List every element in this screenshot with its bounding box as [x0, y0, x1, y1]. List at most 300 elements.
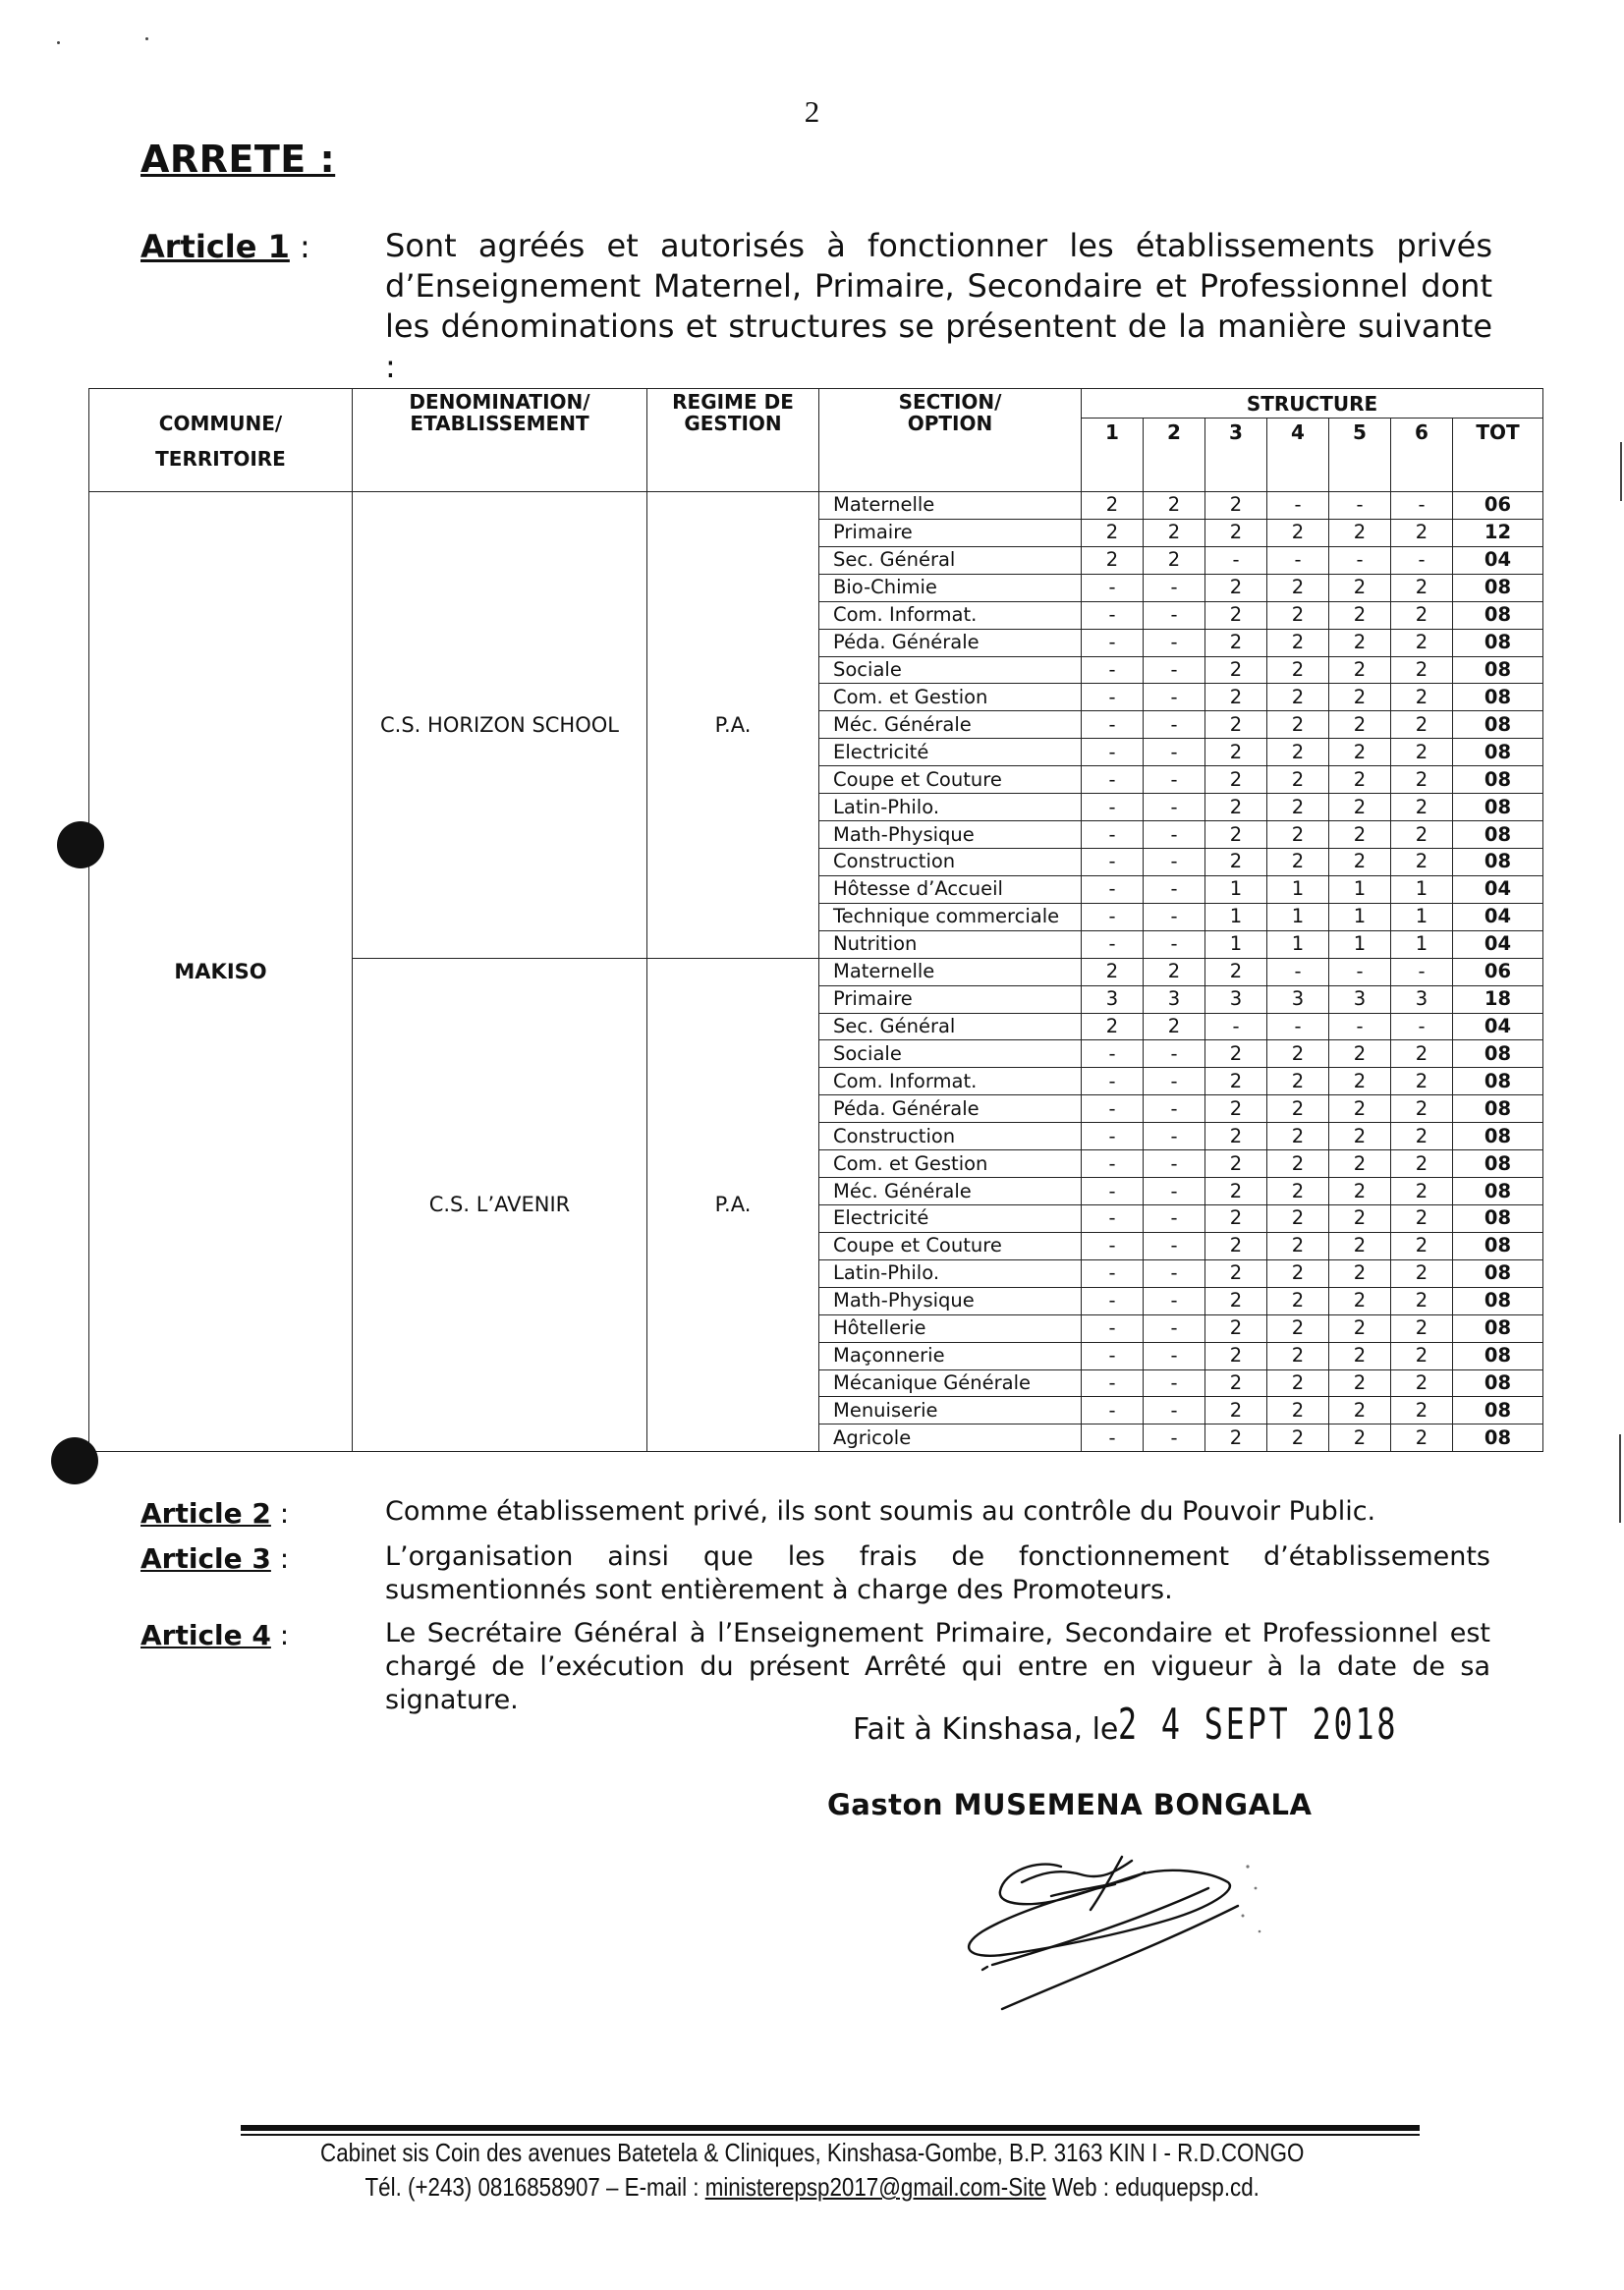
level-3-cell: 2 — [1205, 1259, 1267, 1287]
level-5-cell: 2 — [1329, 1150, 1391, 1178]
level-3-cell: 2 — [1205, 601, 1267, 629]
option-cell: Menuiserie — [819, 1397, 1082, 1424]
level-5-cell: 2 — [1329, 684, 1391, 711]
level-3-cell: 2 — [1205, 1314, 1267, 1342]
level-6-cell: 2 — [1391, 821, 1453, 849]
level-4-cell: 2 — [1267, 1232, 1329, 1259]
level-5-cell: - — [1329, 958, 1391, 985]
level-1-cell: - — [1082, 711, 1144, 739]
level-2-cell: - — [1144, 601, 1205, 629]
header-col-5: 5 — [1329, 419, 1391, 492]
level-6-cell: 2 — [1391, 1095, 1453, 1123]
level-2-cell: 2 — [1144, 958, 1205, 985]
level-3-cell: 2 — [1205, 629, 1267, 656]
level-6-cell: 3 — [1391, 985, 1453, 1013]
level-4-cell: 2 — [1267, 519, 1329, 546]
header-col-2: 2 — [1144, 419, 1205, 492]
level-1-cell: - — [1082, 794, 1144, 821]
article-1-text: Sont agréés et autorisés à fonctionner les établissements privés d’Enseignement Maternel, Primaire, Secondaire et Professionnel dont les dénominations et structures se présentent de la manière suivante : — [385, 227, 1492, 385]
footer-address: Cabinet sis Coin des avenues Batetela & Cliniques, Kinshasa-Gombe, B.P. 3163 KIN I - R.D.CONGO — [320, 2138, 1305, 2167]
footer-rule-thin — [241, 2134, 1420, 2136]
level-6-cell: 2 — [1391, 794, 1453, 821]
level-1-cell: - — [1082, 875, 1144, 903]
level-4-cell: 2 — [1267, 574, 1329, 601]
level-1-cell: 2 — [1082, 492, 1144, 520]
level-5-cell: 2 — [1329, 1123, 1391, 1150]
level-5-cell: - — [1329, 1013, 1391, 1040]
level-1-cell: - — [1082, 1123, 1144, 1150]
level-3-cell: 3 — [1205, 985, 1267, 1013]
total-cell: 04 — [1453, 903, 1543, 930]
total-cell: 04 — [1453, 1013, 1543, 1040]
level-6-cell: - — [1391, 492, 1453, 520]
level-1-cell: - — [1082, 656, 1144, 684]
option-cell: Electricité — [819, 1204, 1082, 1232]
total-cell: 08 — [1453, 1369, 1543, 1397]
level-4-cell: 2 — [1267, 601, 1329, 629]
total-cell: 06 — [1453, 958, 1543, 985]
level-6-cell: - — [1391, 958, 1453, 985]
level-6-cell: 2 — [1391, 601, 1453, 629]
total-cell: 08 — [1453, 1095, 1543, 1123]
total-cell: 08 — [1453, 794, 1543, 821]
level-1-cell: - — [1082, 766, 1144, 794]
level-6-cell: 2 — [1391, 1204, 1453, 1232]
level-2-cell: - — [1144, 794, 1205, 821]
article-2-text: Comme établissement privé, ils sont soumis au contrôle du Pouvoir Public. — [385, 1496, 1376, 1527]
level-3-cell: 1 — [1205, 930, 1267, 958]
level-3-cell: 2 — [1205, 519, 1267, 546]
level-3-cell: 2 — [1205, 1040, 1267, 1068]
level-3-cell: 2 — [1205, 1204, 1267, 1232]
level-5-cell: 2 — [1329, 1068, 1391, 1095]
level-4-cell: 2 — [1267, 821, 1329, 849]
level-6-cell: 2 — [1391, 1424, 1453, 1452]
option-cell: Méc. Générale — [819, 1178, 1082, 1205]
school-name-cell: C.S. HORIZON SCHOOL — [353, 492, 647, 959]
article-1-title: Article 1 — [140, 228, 290, 265]
level-2-cell: - — [1144, 1204, 1205, 1232]
binder-hole-bottom — [51, 1437, 98, 1484]
level-5-cell: 2 — [1329, 1095, 1391, 1123]
regime-cell: P.A. — [647, 958, 819, 1452]
level-6-cell: 2 — [1391, 1068, 1453, 1095]
level-1-cell: 2 — [1082, 958, 1144, 985]
total-cell: 08 — [1453, 711, 1543, 739]
level-2-cell: - — [1144, 903, 1205, 930]
option-cell: Hôtesse d’Accueil — [819, 875, 1082, 903]
level-4-cell: 2 — [1267, 794, 1329, 821]
level-1-cell: 2 — [1082, 546, 1144, 574]
total-cell: 04 — [1453, 930, 1543, 958]
level-4-cell: - — [1267, 546, 1329, 574]
level-3-cell: 2 — [1205, 492, 1267, 520]
level-5-cell: 2 — [1329, 601, 1391, 629]
level-2-cell: - — [1144, 1150, 1205, 1178]
level-2-cell: - — [1144, 1314, 1205, 1342]
header-commune — [89, 389, 353, 492]
header-regime-line1: REGIME DE — [672, 390, 794, 414]
option-cell: Sec. Général — [819, 546, 1082, 574]
level-2-cell: 3 — [1144, 985, 1205, 1013]
option-cell: Sociale — [819, 1040, 1082, 1068]
total-cell: 08 — [1453, 739, 1543, 766]
level-6-cell: 1 — [1391, 903, 1453, 930]
header-section-line1: SECTION/ — [898, 390, 1002, 414]
level-2-cell: - — [1144, 1342, 1205, 1369]
level-4-cell: 2 — [1267, 848, 1329, 875]
level-6-cell: 2 — [1391, 1259, 1453, 1287]
level-4-cell: 2 — [1267, 1287, 1329, 1314]
level-1-cell: - — [1082, 684, 1144, 711]
level-4-cell: 2 — [1267, 1342, 1329, 1369]
header-col-tot: TOT — [1453, 419, 1543, 492]
option-cell: Construction — [819, 1123, 1082, 1150]
option-cell: Coupe et Couture — [819, 766, 1082, 794]
signing-place-date — [853, 1700, 1508, 1750]
footer-contact — [114, 2172, 1511, 2203]
option-cell: Primaire — [819, 985, 1082, 1013]
article-3-text: L’organisation ainsi que les frais de fonctionnement d’établissements susmentionnés sont entièrement à charge des Promoteurs. — [385, 1541, 1490, 1605]
level-6-cell: - — [1391, 1013, 1453, 1040]
scan-speck — [145, 37, 148, 40]
level-4-cell: 2 — [1267, 1397, 1329, 1424]
level-2-cell: 2 — [1144, 546, 1205, 574]
level-4-cell: 2 — [1267, 1259, 1329, 1287]
signing-place: Fait à Kinshasa, le — [853, 1712, 1119, 1747]
level-3-cell: 2 — [1205, 1150, 1267, 1178]
option-cell: Com. et Gestion — [819, 684, 1082, 711]
level-1-cell: - — [1082, 1369, 1144, 1397]
level-4-cell: 2 — [1267, 739, 1329, 766]
level-5-cell: 2 — [1329, 711, 1391, 739]
total-cell: 18 — [1453, 985, 1543, 1013]
total-cell: 08 — [1453, 574, 1543, 601]
level-4-cell: - — [1267, 1013, 1329, 1040]
level-6-cell: 2 — [1391, 684, 1453, 711]
level-3-cell: 2 — [1205, 1123, 1267, 1150]
level-6-cell: 2 — [1391, 1178, 1453, 1205]
level-6-cell: 2 — [1391, 519, 1453, 546]
level-1-cell: - — [1082, 1259, 1144, 1287]
commune-cell: MAKISO — [89, 492, 353, 1452]
option-cell: Electricité — [819, 739, 1082, 766]
level-4-cell: 3 — [1267, 985, 1329, 1013]
header-col-4: 4 — [1267, 419, 1329, 492]
scan-speck — [1619, 1434, 1621, 1523]
level-2-cell: 2 — [1144, 1013, 1205, 1040]
level-2-cell: 2 — [1144, 492, 1205, 520]
total-cell: 04 — [1453, 875, 1543, 903]
option-cell: Mécanique Générale — [819, 1369, 1082, 1397]
article-3-title: Article 3 — [140, 1542, 271, 1575]
level-2-cell: - — [1144, 821, 1205, 849]
level-3-cell: 2 — [1205, 711, 1267, 739]
level-1-cell: - — [1082, 1204, 1144, 1232]
level-1-cell: - — [1082, 1095, 1144, 1123]
total-cell: 08 — [1453, 656, 1543, 684]
table-row — [89, 492, 1543, 520]
article-4-sep: : — [270, 1619, 290, 1651]
header-commune-line1: COMMUNE/ — [158, 412, 283, 435]
level-5-cell: 2 — [1329, 1369, 1391, 1397]
scan-speck — [57, 41, 60, 44]
level-4-cell: 1 — [1267, 903, 1329, 930]
footer-rule-thick — [241, 2125, 1420, 2131]
level-2-cell: - — [1144, 684, 1205, 711]
level-1-cell: - — [1082, 1397, 1144, 1424]
header-col-1: 1 — [1082, 419, 1144, 492]
header-section — [819, 389, 1082, 492]
level-6-cell: 2 — [1391, 1123, 1453, 1150]
level-5-cell: 2 — [1329, 1424, 1391, 1452]
total-cell: 08 — [1453, 1150, 1543, 1178]
level-1-cell: - — [1082, 821, 1144, 849]
page-heading: ARRETE : — [140, 138, 336, 181]
total-cell: 08 — [1453, 684, 1543, 711]
level-6-cell: 2 — [1391, 1314, 1453, 1342]
level-3-cell: 2 — [1205, 1287, 1267, 1314]
header-denomination — [353, 389, 647, 492]
option-cell: Méc. Générale — [819, 711, 1082, 739]
level-3-cell: 2 — [1205, 1369, 1267, 1397]
header-col-3: 3 — [1205, 419, 1267, 492]
level-6-cell: - — [1391, 546, 1453, 574]
level-4-cell: 2 — [1267, 1204, 1329, 1232]
article-3-sep: : — [270, 1542, 290, 1575]
level-6-cell: 1 — [1391, 875, 1453, 903]
level-1-cell: 2 — [1082, 519, 1144, 546]
header-col-6: 6 — [1391, 419, 1453, 492]
level-4-cell: 1 — [1267, 875, 1329, 903]
school-name-cell: C.S. L’AVENIR — [353, 958, 647, 1452]
option-cell: Math-Physique — [819, 1287, 1082, 1314]
level-5-cell: 2 — [1329, 1259, 1391, 1287]
level-5-cell: 2 — [1329, 519, 1391, 546]
footer-email-link[interactable]: ministerepsp2017@gmail.com-Site — [704, 2172, 1046, 2202]
level-4-cell: 2 — [1267, 1040, 1329, 1068]
level-5-cell: 2 — [1329, 848, 1391, 875]
binder-hole-top — [57, 821, 104, 868]
total-cell: 08 — [1453, 1123, 1543, 1150]
total-cell: 08 — [1453, 766, 1543, 794]
level-3-cell: 2 — [1205, 766, 1267, 794]
level-4-cell: 1 — [1267, 930, 1329, 958]
level-5-cell: 2 — [1329, 1232, 1391, 1259]
article-1-sep: : — [289, 228, 310, 265]
article-1-label — [140, 228, 310, 265]
total-cell: 08 — [1453, 1232, 1543, 1259]
level-1-cell: - — [1082, 903, 1144, 930]
level-2-cell: - — [1144, 1369, 1205, 1397]
level-3-cell: 2 — [1205, 848, 1267, 875]
level-4-cell: 2 — [1267, 711, 1329, 739]
header-commune-line2: TERRITOIRE — [155, 447, 286, 471]
level-2-cell: - — [1144, 1040, 1205, 1068]
level-3-cell: 2 — [1205, 794, 1267, 821]
signature-image — [943, 1837, 1277, 2014]
total-cell: 08 — [1453, 1287, 1543, 1314]
level-3-cell: 2 — [1205, 1178, 1267, 1205]
level-1-cell: - — [1082, 1232, 1144, 1259]
level-4-cell: 2 — [1267, 1178, 1329, 1205]
level-1-cell: - — [1082, 574, 1144, 601]
level-4-cell: 2 — [1267, 1150, 1329, 1178]
article-4-title: Article 4 — [140, 1619, 271, 1651]
level-5-cell: 2 — [1329, 739, 1391, 766]
option-cell: Péda. Générale — [819, 629, 1082, 656]
structure-table — [88, 388, 1543, 1452]
level-6-cell: 2 — [1391, 711, 1453, 739]
level-2-cell: - — [1144, 1424, 1205, 1452]
level-5-cell: 2 — [1329, 766, 1391, 794]
level-3-cell: 2 — [1205, 739, 1267, 766]
level-3-cell: 2 — [1205, 958, 1267, 985]
total-cell: 08 — [1453, 1204, 1543, 1232]
option-cell: Bio-Chimie — [819, 574, 1082, 601]
level-4-cell: - — [1267, 958, 1329, 985]
level-1-cell: - — [1082, 1178, 1144, 1205]
level-6-cell: 2 — [1391, 1150, 1453, 1178]
article-3-label — [140, 1542, 289, 1575]
total-cell: 08 — [1453, 1259, 1543, 1287]
option-cell: Coupe et Couture — [819, 1232, 1082, 1259]
option-cell: Construction — [819, 848, 1082, 875]
header-regime — [647, 389, 819, 492]
option-cell: Com. Informat. — [819, 1068, 1082, 1095]
total-cell: 08 — [1453, 1314, 1543, 1342]
level-2-cell: - — [1144, 1397, 1205, 1424]
level-1-cell: - — [1082, 848, 1144, 875]
regime-cell: P.A. — [647, 492, 819, 959]
footer-web: Web : eduquepsp.cd. — [1045, 2172, 1260, 2202]
total-cell: 08 — [1453, 1178, 1543, 1205]
option-cell: Com. Informat. — [819, 601, 1082, 629]
level-2-cell: - — [1144, 629, 1205, 656]
option-cell: Maternelle — [819, 958, 1082, 985]
level-1-cell: - — [1082, 1040, 1144, 1068]
header-structure: STRUCTURE — [1082, 389, 1543, 419]
stamped-date: 2 4 SEPT 2018 — [1118, 1700, 1399, 1750]
total-cell: 12 — [1453, 519, 1543, 546]
option-cell: Math-Physique — [819, 821, 1082, 849]
level-2-cell: - — [1144, 1259, 1205, 1287]
level-4-cell: 2 — [1267, 684, 1329, 711]
header-regime-line2: GESTION — [684, 412, 782, 435]
option-cell: Maçonnerie — [819, 1342, 1082, 1369]
level-2-cell: - — [1144, 739, 1205, 766]
header-denomination-line2: ETABLISSEMENT — [410, 412, 589, 435]
level-5-cell: 2 — [1329, 794, 1391, 821]
option-cell: Technique commerciale — [819, 903, 1082, 930]
level-3-cell: - — [1205, 1013, 1267, 1040]
total-cell: 08 — [1453, 1397, 1543, 1424]
level-2-cell: - — [1144, 1178, 1205, 1205]
level-6-cell: 2 — [1391, 629, 1453, 656]
level-6-cell: 2 — [1391, 1342, 1453, 1369]
total-cell: 08 — [1453, 629, 1543, 656]
option-cell: Agricole — [819, 1424, 1082, 1452]
level-3-cell: 2 — [1205, 1068, 1267, 1095]
level-5-cell: 2 — [1329, 1178, 1391, 1205]
article-2-label — [140, 1497, 289, 1530]
level-3-cell: 2 — [1205, 821, 1267, 849]
level-4-cell: 2 — [1267, 629, 1329, 656]
option-cell: Péda. Générale — [819, 1095, 1082, 1123]
level-1-cell: - — [1082, 1424, 1144, 1452]
level-3-cell: 2 — [1205, 1342, 1267, 1369]
level-3-cell: 2 — [1205, 574, 1267, 601]
level-2-cell: - — [1144, 766, 1205, 794]
level-5-cell: 2 — [1329, 1314, 1391, 1342]
level-6-cell: 2 — [1391, 848, 1453, 875]
level-6-cell: 2 — [1391, 766, 1453, 794]
header-section-line2: OPTION — [907, 412, 993, 435]
level-5-cell: 1 — [1329, 903, 1391, 930]
total-cell: 04 — [1453, 546, 1543, 574]
level-5-cell: 2 — [1329, 1204, 1391, 1232]
level-5-cell: 2 — [1329, 574, 1391, 601]
page-number: 2 — [804, 94, 820, 129]
level-2-cell: - — [1144, 1287, 1205, 1314]
level-1-cell: 3 — [1082, 985, 1144, 1013]
article-4-label — [140, 1619, 289, 1651]
level-4-cell: 2 — [1267, 1095, 1329, 1123]
level-3-cell: 2 — [1205, 1424, 1267, 1452]
level-6-cell: 2 — [1391, 656, 1453, 684]
level-5-cell: 2 — [1329, 1342, 1391, 1369]
level-3-cell: 2 — [1205, 684, 1267, 711]
level-4-cell: 2 — [1267, 656, 1329, 684]
level-5-cell: - — [1329, 492, 1391, 520]
option-cell: Sociale — [819, 656, 1082, 684]
level-6-cell: 2 — [1391, 1040, 1453, 1068]
total-cell: 08 — [1453, 821, 1543, 849]
level-2-cell: - — [1144, 1068, 1205, 1095]
option-cell: Nutrition — [819, 930, 1082, 958]
option-cell: Hôtellerie — [819, 1314, 1082, 1342]
total-cell: 08 — [1453, 1424, 1543, 1452]
level-2-cell: - — [1144, 574, 1205, 601]
level-1-cell: - — [1082, 1314, 1144, 1342]
level-2-cell: - — [1144, 1123, 1205, 1150]
level-5-cell: 2 — [1329, 629, 1391, 656]
signatory-name: Gaston MUSEMENA BONGALA — [827, 1788, 1313, 1821]
article-2-title: Article 2 — [140, 1497, 271, 1530]
level-4-cell: 2 — [1267, 766, 1329, 794]
level-2-cell: - — [1144, 875, 1205, 903]
level-1-cell: - — [1082, 930, 1144, 958]
level-6-cell: 2 — [1391, 1232, 1453, 1259]
level-1-cell: - — [1082, 1068, 1144, 1095]
level-6-cell: 2 — [1391, 574, 1453, 601]
level-3-cell: 2 — [1205, 1397, 1267, 1424]
option-cell: Latin-Philo. — [819, 794, 1082, 821]
option-cell: Com. et Gestion — [819, 1150, 1082, 1178]
level-1-cell: - — [1082, 601, 1144, 629]
level-1-cell: - — [1082, 629, 1144, 656]
level-5-cell: 3 — [1329, 985, 1391, 1013]
level-4-cell: - — [1267, 492, 1329, 520]
level-2-cell: - — [1144, 1232, 1205, 1259]
level-6-cell: 1 — [1391, 930, 1453, 958]
total-cell: 06 — [1453, 492, 1543, 520]
level-5-cell: 1 — [1329, 875, 1391, 903]
option-cell: Primaire — [819, 519, 1082, 546]
level-4-cell: 2 — [1267, 1424, 1329, 1452]
level-3-cell: 2 — [1205, 1232, 1267, 1259]
level-4-cell: 2 — [1267, 1314, 1329, 1342]
